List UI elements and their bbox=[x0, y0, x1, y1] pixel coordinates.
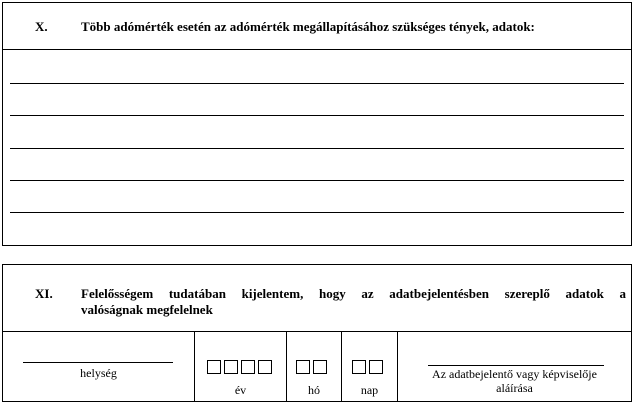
year-digit-box[interactable] bbox=[258, 360, 272, 374]
declaration-statement bbox=[81, 286, 626, 318]
place-label: helység bbox=[80, 366, 117, 380]
blank-line-3[interactable] bbox=[10, 148, 624, 149]
declaration-line-2: valóságnak megfelelnek bbox=[81, 302, 213, 317]
blank-line-5[interactable] bbox=[10, 212, 624, 213]
month-digit-box[interactable] bbox=[313, 360, 327, 374]
day-digit-box[interactable] bbox=[352, 360, 366, 374]
signature-cell[interactable] bbox=[397, 332, 631, 401]
day-cell[interactable] bbox=[341, 332, 397, 401]
section-x-title: Több adómérték esetén az adómérték megállapításához szükséges tények, adatok: bbox=[81, 19, 535, 34]
signature-label bbox=[398, 367, 631, 395]
signature-label-line-1: Az adatbejelentő vagy képviselője bbox=[432, 367, 597, 381]
section-x bbox=[2, 2, 632, 246]
section-x-header bbox=[3, 3, 631, 50]
place-line[interactable] bbox=[23, 362, 173, 363]
section-xi-number: XI. bbox=[35, 286, 53, 301]
place-cell[interactable] bbox=[3, 332, 194, 401]
section-xi-header bbox=[3, 265, 631, 332]
blank-line-2[interactable] bbox=[10, 115, 624, 116]
year-digit-box[interactable] bbox=[224, 360, 238, 374]
day-boxes[interactable] bbox=[352, 360, 383, 374]
blank-line-1[interactable] bbox=[10, 83, 624, 84]
year-digit-box[interactable] bbox=[241, 360, 255, 374]
year-label: év bbox=[234, 383, 247, 397]
signature-line[interactable] bbox=[428, 365, 604, 366]
year-digit-box[interactable] bbox=[207, 360, 221, 374]
month-cell[interactable] bbox=[286, 332, 341, 401]
blank-line-4[interactable] bbox=[10, 180, 624, 181]
day-digit-box[interactable] bbox=[369, 360, 383, 374]
day-label: nap bbox=[360, 383, 379, 397]
month-digit-box[interactable] bbox=[296, 360, 310, 374]
signature-label-line-2: aláírása bbox=[496, 381, 533, 395]
month-boxes[interactable] bbox=[296, 360, 327, 374]
declaration-line-1: Felelősségem tudatában kijelentem, hogy az adatbejelentésben szereplő adatok a bbox=[81, 286, 626, 301]
section-x-number: X. bbox=[35, 19, 48, 34]
section-xi bbox=[2, 264, 632, 402]
year-boxes[interactable] bbox=[207, 360, 272, 374]
month-label: hó bbox=[308, 383, 320, 397]
year-cell[interactable] bbox=[194, 332, 286, 401]
